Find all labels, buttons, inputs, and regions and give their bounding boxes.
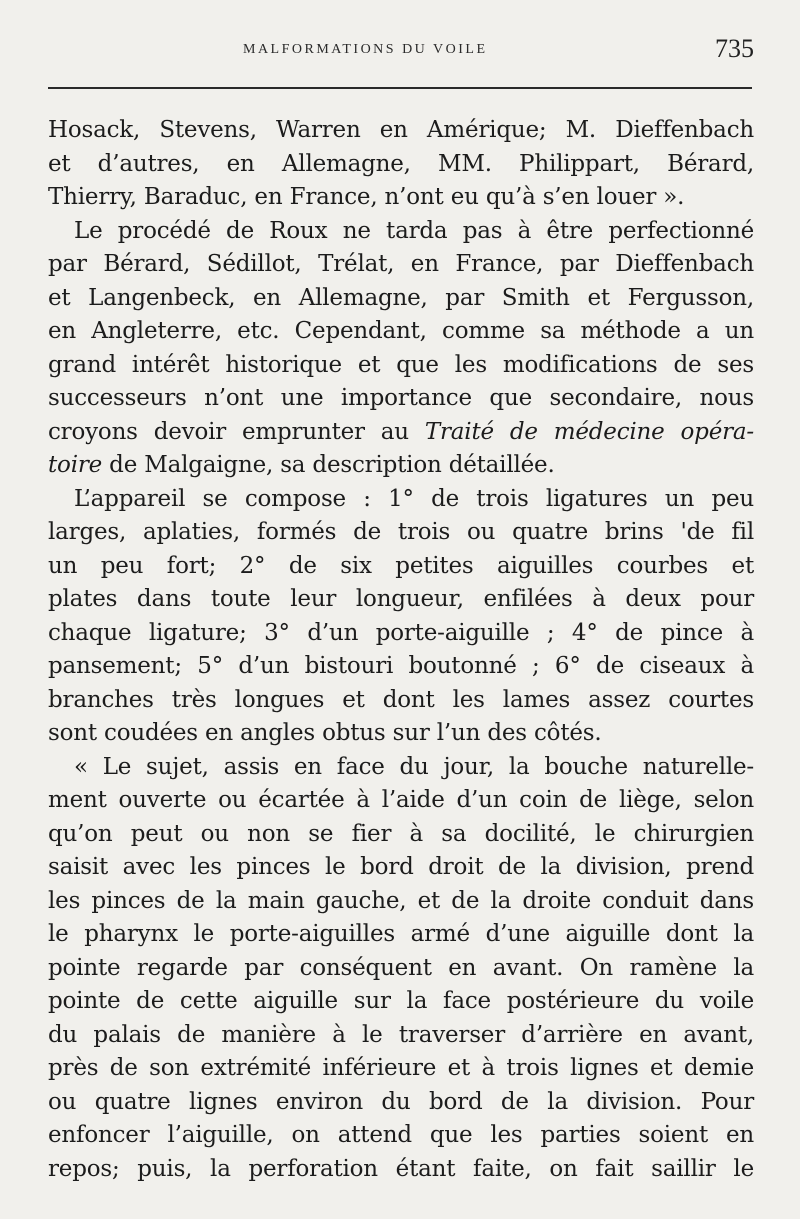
text-line: le pharynx le porte-aiguilles armé d’une aiguille dont la — [48, 921, 754, 947]
text-line: chaque ligature; 3° d’un porte-aiguille ; 4° de pince à — [48, 619, 754, 646]
page-header — [48, 0, 754, 88]
text-line: du palais de manière à le traverser d’arrière en avant, — [48, 1021, 754, 1048]
text-line: croyons devoir emprunter au Traité de médecine opéra- — [48, 418, 754, 445]
text-line: en Angleterre, etc. Cependant, comme sa méthode a un — [48, 318, 754, 344]
header-rule — [48, 87, 752, 89]
italic-title: Traité de médecine opéra- — [424, 418, 754, 445]
text-line: ment ouverte ou écartée à l’aide d’un coin de liège, selon — [48, 787, 754, 813]
text-line: repos; puis, la perforation étant faite, on fait saillir le — [48, 1155, 754, 1182]
running-title: MALFORMATIONS DU VOILE — [243, 42, 488, 57]
text-line: successeurs n’ont une importance que secondaire, nous — [48, 385, 754, 411]
text-line: toire de Malgaigne, sa description détaillée. — [48, 452, 555, 478]
text-line: par Bérard, Sédillot, Trélat, en France, par Dieffenbach — [48, 251, 754, 277]
text-line: Hosack, Stevens, Warren en Amérique; M. Dieffenbach — [48, 117, 754, 143]
body-text — [48, 114, 754, 1186]
text-line: « Le sujet, assis en face du jour, la bouche naturelle- — [74, 753, 754, 780]
text-line: sont coudées en angles obtus sur l’un des côtés. — [48, 720, 602, 746]
text-line: les pinces de la main gauche, et de la droite conduit dans — [48, 887, 754, 914]
text-line: branches très longues et dont les lames assez courtes — [48, 686, 754, 713]
text-line: grand intérêt historique et que les modifications de ses — [48, 351, 754, 378]
text-line: plates dans toute leur longueur, enfilées à deux pour — [48, 586, 754, 612]
text-line: pansement; 5° d’un bistouri boutonné ; 6° de ciseaux à — [48, 653, 754, 679]
text-line: pointe regarde par conséquent en avant. On ramène la — [48, 954, 754, 981]
text-line: enfoncer l’aiguille, on attend que les parties soient en — [48, 1122, 754, 1148]
text-line: L’appareil se compose : 1° de trois ligatures un peu — [74, 485, 754, 512]
text-line: un peu fort; 2° de six petites aiguilles courbes et — [48, 552, 754, 579]
text-line: qu’on peut ou non se fier à sa docilité, le chirurgien — [48, 820, 754, 847]
page-number: 735 — [715, 34, 754, 63]
text-line: ou quatre lignes environ du bord de la division. Pour — [48, 1088, 754, 1115]
text-line: Thierry, Baraduc, en France, n’ont eu qu’à s’en louer ». — [48, 184, 685, 210]
text-line: pointe de cette aiguille sur la face postérieure du voile — [48, 988, 754, 1014]
text-line: et d’autres, en Allemagne, MM. Philippart, Bérard, — [48, 150, 754, 177]
text-line: larges, aplaties, formés de trois ou quatre brins 'de fil — [48, 519, 754, 545]
text-line: près de son extrémité inférieure et à trois lignes et demie — [48, 1055, 754, 1081]
text-line: Le procédé de Roux ne tarda pas à être perfectionné — [74, 217, 754, 244]
text-line: saisit avec les pinces le bord droit de la division, prend — [48, 854, 754, 880]
italic-title: toire — [48, 452, 103, 478]
text-line: et Langenbeck, en Allemagne, par Smith et Fergusson, — [48, 284, 754, 311]
